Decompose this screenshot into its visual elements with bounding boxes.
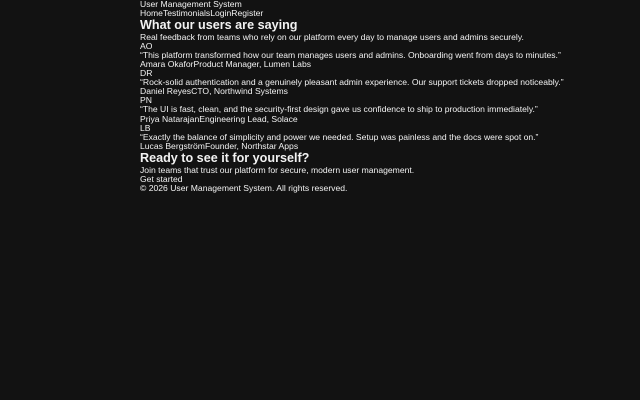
- page: [140, 0, 564, 193]
- testimonials-subheading: Real feedback from teams who rely on our platform every day to manage users and admins securely.: [140, 32, 524, 43]
- get-started-button[interactable]: Get started: [140, 173, 183, 184]
- avatar: LB: [140, 122, 151, 133]
- nav-home-link[interactable]: Home: [140, 8, 163, 19]
- author-role: CTO, Northwind Systems: [191, 86, 288, 97]
- nav-login-link[interactable]: Login: [210, 8, 232, 19]
- testimonial-author: [140, 142, 560, 151]
- testimonial-quote: “The UI is fast, clean, and the security-first design gave us confidence to ship to production immediately.”: [140, 104, 538, 115]
- author-name: Priya Natarajan: [140, 113, 200, 124]
- author-name: Lucas Bergström: [140, 140, 205, 151]
- testimonial-card: [140, 42, 560, 69]
- testimonial-quote: “This platform transformed how our team manages users and admins. Onboarding went from days to minutes.”: [140, 50, 561, 61]
- author-role: Founder, Northstar Apps: [204, 140, 299, 151]
- testimonial-author: [140, 87, 560, 96]
- site-title: User Management System: [140, 0, 242, 9]
- cta-heading: Ready to see it for yourself?: [140, 150, 310, 165]
- nav-testimonials-link[interactable]: Testimonials: [162, 8, 211, 19]
- testimonials-heading: What our users are saying: [140, 18, 298, 33]
- avatar: AO: [140, 41, 153, 52]
- testimonial-author: [140, 60, 560, 69]
- author-role: Engineering Lead, Solace: [199, 113, 298, 124]
- site-footer: [140, 184, 560, 193]
- testimonial-quote: “Rock-solid authentication and a genuinely pleasant admin experience. Our support tickets dropped noticeably.”: [140, 77, 564, 88]
- testimonial-card: [140, 96, 560, 123]
- testimonial-author: [140, 115, 560, 124]
- author-name: Daniel Reyes: [140, 86, 192, 97]
- main-nav: [140, 9, 560, 18]
- nav-register-link[interactable]: Register: [231, 8, 264, 19]
- avatar: PN: [140, 95, 152, 106]
- testimonial-card: [140, 124, 560, 151]
- testimonial-card: [140, 68, 564, 97]
- site-header: [140, 0, 560, 18]
- testimonials-section: [140, 18, 564, 151]
- author-role: Product Manager, Lumen Labs: [193, 59, 312, 70]
- author-name: Amara Okafor: [140, 59, 194, 70]
- avatar: DR: [140, 68, 153, 79]
- footer-copyright: © 2026 User Management System. All rights reserved.: [140, 182, 348, 193]
- cta-text: Join teams that trust our platform for secure, modern user management.: [140, 164, 415, 175]
- testimonial-quote: “Exactly the balance of simplicity and power we needed. Setup was painless and the docs were spot on.”: [140, 131, 539, 142]
- cta-section: [140, 151, 560, 184]
